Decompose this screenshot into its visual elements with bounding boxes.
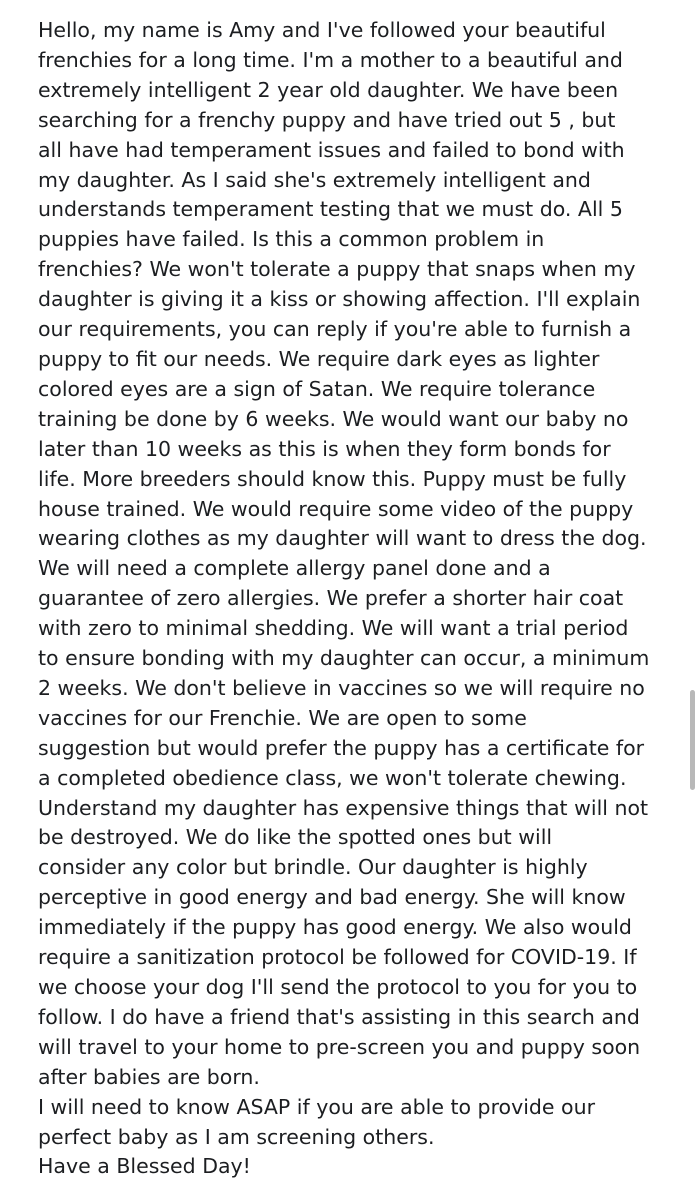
message-line: We will need a complete allergy panel done and a <box>38 556 551 581</box>
message-line: daughter is giving it a kiss or showing affection. I'll explain <box>38 287 641 312</box>
message-line: Hello, my name is Amy and I've followed your beautiful <box>38 18 606 42</box>
message-line: frenchies for a long time. I'm a mother to a beautiful and <box>38 47 623 72</box>
message-line: will travel to your home to pre-screen you and puppy soon <box>38 1034 641 1059</box>
message-line: training be done by 6 weeks. We would want our baby no <box>38 406 629 431</box>
message-line: wearing clothes as my daughter will want to dress the dog. <box>38 526 647 551</box>
message-line: I will need to know ASAP if you are able to provide our <box>38 1094 596 1119</box>
message-line: consider any color but brindle. Our daughter is highly <box>38 855 588 880</box>
message-line: puppy to fit our needs. We require dark eyes as lighter <box>38 346 600 371</box>
message-line: follow. I do have a friend that's assisting in this search and <box>38 1004 640 1029</box>
message-line: to ensure bonding with my daughter can occur, a minimum <box>38 646 650 671</box>
message-line: a completed obedience class, we won't tolerate chewing. <box>38 765 627 790</box>
message-line: perceptive in good energy and bad energy. She will know <box>38 885 626 910</box>
message-line: later than 10 weeks as this is when they form bonds for <box>38 436 611 461</box>
message-line: vaccines for our Frenchie. We are open to some <box>38 705 527 730</box>
message-line: house trained. We would require some video of the puppy <box>38 496 634 521</box>
message-line: with zero to minimal shedding. We will want a trial period <box>38 616 629 641</box>
message-line: suggestion but would prefer the puppy has a certificate for <box>38 735 645 760</box>
message-line: all have had temperament issues and failed to bond with <box>38 137 625 162</box>
message-line: immediately if the puppy has good energy. We also would <box>38 915 632 940</box>
message-line: we choose your dog I'll send the protocol to you for you to <box>38 975 638 999</box>
message-line: my daughter. As I said she's extremely intelligent and <box>38 167 591 192</box>
message-line: Have a Blessed Day! <box>38 1154 251 1179</box>
message-line: after babies are born. <box>38 1064 260 1089</box>
message-line: colored eyes are a sign of Satan. We require tolerance <box>38 376 596 401</box>
message-line: Understand my daughter has expensive things that will not <box>38 795 649 820</box>
message-line: life. More breeders should know this. Puppy must be fully <box>38 466 627 491</box>
message-line: require a sanitization protocol be followed for COVID-19. If <box>38 945 637 970</box>
message-line: understands temperament testing that we must do. All 5 <box>38 197 623 222</box>
message-line: perfect baby as I am screening others. <box>38 1124 435 1149</box>
message-line: our requirements, you can reply if you're able to furnish a <box>38 317 632 342</box>
scrollbar-thumb[interactable] <box>690 690 695 790</box>
message-line: extremely intelligent 2 year old daughter. We have been <box>38 77 619 102</box>
message-line: be destroyed. We do like the spotted ones but will <box>38 825 553 850</box>
message-body <box>38 16 668 1182</box>
message-line: guarantee of zero allergies. We prefer a shorter hair coat <box>38 586 624 611</box>
message-line: frenchies? We won't tolerate a puppy that snaps when my <box>38 257 636 282</box>
message-line: puppies have failed. Is this a common problem in <box>38 227 545 252</box>
message-line: searching for a frenchy puppy and have tried out 5 , but <box>38 107 616 132</box>
message-line: 2 weeks. We don't believe in vaccines so we will require no <box>38 675 645 700</box>
